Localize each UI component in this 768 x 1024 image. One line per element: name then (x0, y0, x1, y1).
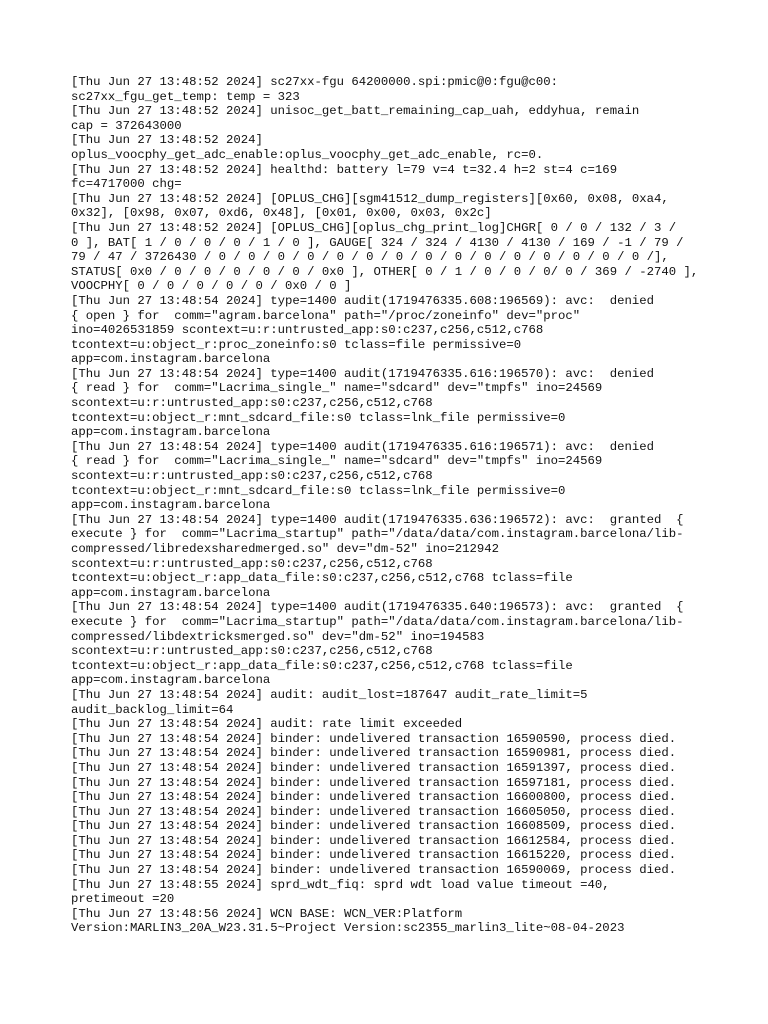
log-line: [Thu Jun 27 13:48:52 2024] (71, 133, 263, 148)
log-line: tcontext=u:object_r:mnt_sdcard_file:s0 tclass=lnk_file permissive=0 (71, 410, 566, 425)
log-line: [Thu Jun 27 13:48:54 2024] binder: undelivered transaction 16591397, process died. (71, 760, 677, 775)
log-line: [Thu Jun 27 13:48:54 2024] binder: undelivered transaction 16612584, process died. (71, 833, 677, 848)
log-line: [Thu Jun 27 13:48:55 2024] sprd_wdt_fiq: sprd wdt load value timeout =40, (71, 877, 610, 892)
log-line: [Thu Jun 27 13:48:54 2024] audit: rate limit exceeded (71, 717, 463, 732)
log-line: oplus_voocphy_get_adc_enable:oplus_voocphy_get_adc_enable, rc=0. (71, 147, 544, 162)
log-line: [Thu Jun 27 13:48:54 2024] binder: undelivered transaction 16590590, process died. (71, 731, 677, 746)
log-line: 0 ], BAT[ 1 / 0 / 0 / 0 / 1 / 0 ], GAUGE[ 324 / 324 / 4130 / 4130 / 169 / -1 / 79 / (71, 235, 684, 250)
log-line: execute } for comm="Lacrima_startup" path="/data/data/com.instagram.barcelona/lib- (71, 527, 684, 542)
log-line: [Thu Jun 27 13:48:54 2024] type=1400 audit(1719476335.616:196570): avc: denied (71, 366, 654, 381)
log-line: [Thu Jun 27 13:48:52 2024] healthd: battery l=79 v=4 t=32.4 h=2 st=4 c=169 (71, 162, 618, 177)
log-line: [Thu Jun 27 13:48:54 2024] type=1400 audit(1719476335.616:196571): avc: denied (71, 439, 654, 454)
log-line: [Thu Jun 27 13:48:54 2024] binder: undelivered transaction 16590981, process died. (71, 746, 677, 761)
log-line: [Thu Jun 27 13:48:54 2024] binder: undelivered transaction 16615220, process died. (71, 848, 677, 863)
log-line: execute } for comm="Lacrima_startup" path="/data/data/com.instagram.barcelona/lib- (71, 614, 684, 629)
log-line: VOOCPHY[ 0 / 0 / 0 / 0 / 0 / 0x0 / 0 ] (71, 279, 352, 294)
log-line: { read } for comm="Lacrima_single_" name="sdcard" dev="tmpfs" ino=24569 (71, 381, 603, 396)
log-line: Version:MARLIN3_20A_W23.31.5~Project Version:sc2355_marlin3_lite~08-04-2023 (71, 921, 625, 936)
log-line: audit_backlog_limit=64 (71, 702, 234, 717)
log-line: scontext=u:r:untrusted_app:s0:c237,c256,c512,c768 (71, 644, 433, 659)
log-document (71, 75, 701, 936)
log-line: sc27xx_fgu_get_temp: temp = 323 (71, 89, 300, 104)
log-line: [Thu Jun 27 13:48:54 2024] binder: undelivered transaction 16600800, process died. (71, 790, 677, 805)
log-line: tcontext=u:object_r:app_data_file:s0:c237,c256,c512,c768 tclass=file (71, 571, 573, 586)
log-line: [Thu Jun 27 13:48:54 2024] binder: undelivered transaction 16605050, process died. (71, 804, 677, 819)
log-line: [Thu Jun 27 13:48:52 2024] sc27xx-fgu 64200000.spi:pmic@0:fgu@c00: (71, 75, 559, 89)
log-line: app=com.instagram.barcelona (71, 425, 271, 440)
log-line: { read } for comm="Lacrima_single_" name="sdcard" dev="tmpfs" ino=24569 (71, 454, 603, 469)
log-line: [Thu Jun 27 13:48:54 2024] binder: undelivered transaction 16608509, process died. (71, 819, 677, 834)
log-line: [Thu Jun 27 13:48:52 2024] [OPLUS_CHG][sgm41512_dump_registers][0x60, 0x08, 0xa4, (71, 191, 669, 206)
log-line: [Thu Jun 27 13:48:52 2024] unisoc_get_batt_remaining_cap_uah, eddyhua, remain (71, 104, 640, 119)
log-line: pretimeout =20 (71, 892, 175, 907)
log-line: tcontext=u:object_r:proc_zoneinfo:s0 tclass=file permissive=0 (71, 337, 522, 352)
log-line: [Thu Jun 27 13:48:54 2024] type=1400 audit(1719476335.636:196572): avc: granted { (71, 512, 684, 527)
log-line: tcontext=u:object_r:mnt_sdcard_file:s0 tclass=lnk_file permissive=0 (71, 483, 566, 498)
log-line: app=com.instagram.barcelona (71, 673, 271, 688)
log-line: cap = 372643000 (71, 118, 182, 133)
log-line: [Thu Jun 27 13:48:56 2024] WCN BASE: WCN_VER:Platform (71, 906, 463, 921)
log-line: scontext=u:r:untrusted_app:s0:c237,c256,c512,c768 (71, 396, 433, 411)
log-line: compressed/libdextricksmerged.so" dev="dm-52" ino=194583 (71, 629, 485, 644)
log-line: [Thu Jun 27 13:48:54 2024] type=1400 audit(1719476335.640:196573): avc: granted { (71, 600, 684, 615)
log-line: STATUS[ 0x0 / 0 / 0 / 0 / 0 / 0 / 0x0 ], OTHER[ 0 / 1 / 0 / 0 / 0/ 0 / 369 / -2740 ], (71, 264, 699, 279)
log-line: [Thu Jun 27 13:48:54 2024] audit: audit_lost=187647 audit_rate_limit=5 (71, 687, 588, 702)
log-line: compressed/libredexsharedmerged.so" dev="dm-52" ino=212942 (71, 542, 500, 556)
log-line: ino=4026531859 scontext=u:r:untrusted_app:s0:c237,c256,c512,c768 (71, 323, 544, 338)
log-line: [Thu Jun 27 13:48:54 2024] type=1400 audit(1719476335.608:196569): avc: denied (71, 293, 654, 308)
log-line: app=com.instagram.barcelona (71, 585, 271, 600)
log-line: 0x32], [0x98, 0x07, 0xd6, 0x48], [0x01, 0x00, 0x03, 0x2c] (71, 206, 492, 221)
log-line: [Thu Jun 27 13:48:54 2024] binder: undelivered transaction 16597181, process died. (71, 775, 677, 790)
log-line: app=com.instagram.barcelona (71, 352, 271, 367)
log-line: [Thu Jun 27 13:48:52 2024] [OPLUS_CHG][oplus_chg_print_log]CHGR[ 0 / 0 / 132 / 3 / (71, 220, 677, 235)
log-line: app=com.instagram.barcelona (71, 498, 271, 513)
log-line: { open } for comm="agram.barcelona" path="/proc/zoneinfo" dev="proc" (71, 308, 581, 323)
log-line: 79 / 47 / 3726430 / 0 / 0 / 0 / 0 / 0 / 0 / 0 / 0 / 0 / 0 / 0 / 0 / 0 / 0 / 0 /], (71, 250, 669, 265)
log-line: scontext=u:r:untrusted_app:s0:c237,c256,c512,c768 (71, 469, 433, 484)
log-line: scontext=u:r:untrusted_app:s0:c237,c256,c512,c768 (71, 556, 433, 571)
log-line: [Thu Jun 27 13:48:54 2024] binder: undelivered transaction 16590069, process died. (71, 863, 677, 878)
log-line: tcontext=u:object_r:app_data_file:s0:c237,c256,c512,c768 tclass=file (71, 658, 573, 673)
log-line: fc=4717000 chg= (71, 177, 182, 192)
